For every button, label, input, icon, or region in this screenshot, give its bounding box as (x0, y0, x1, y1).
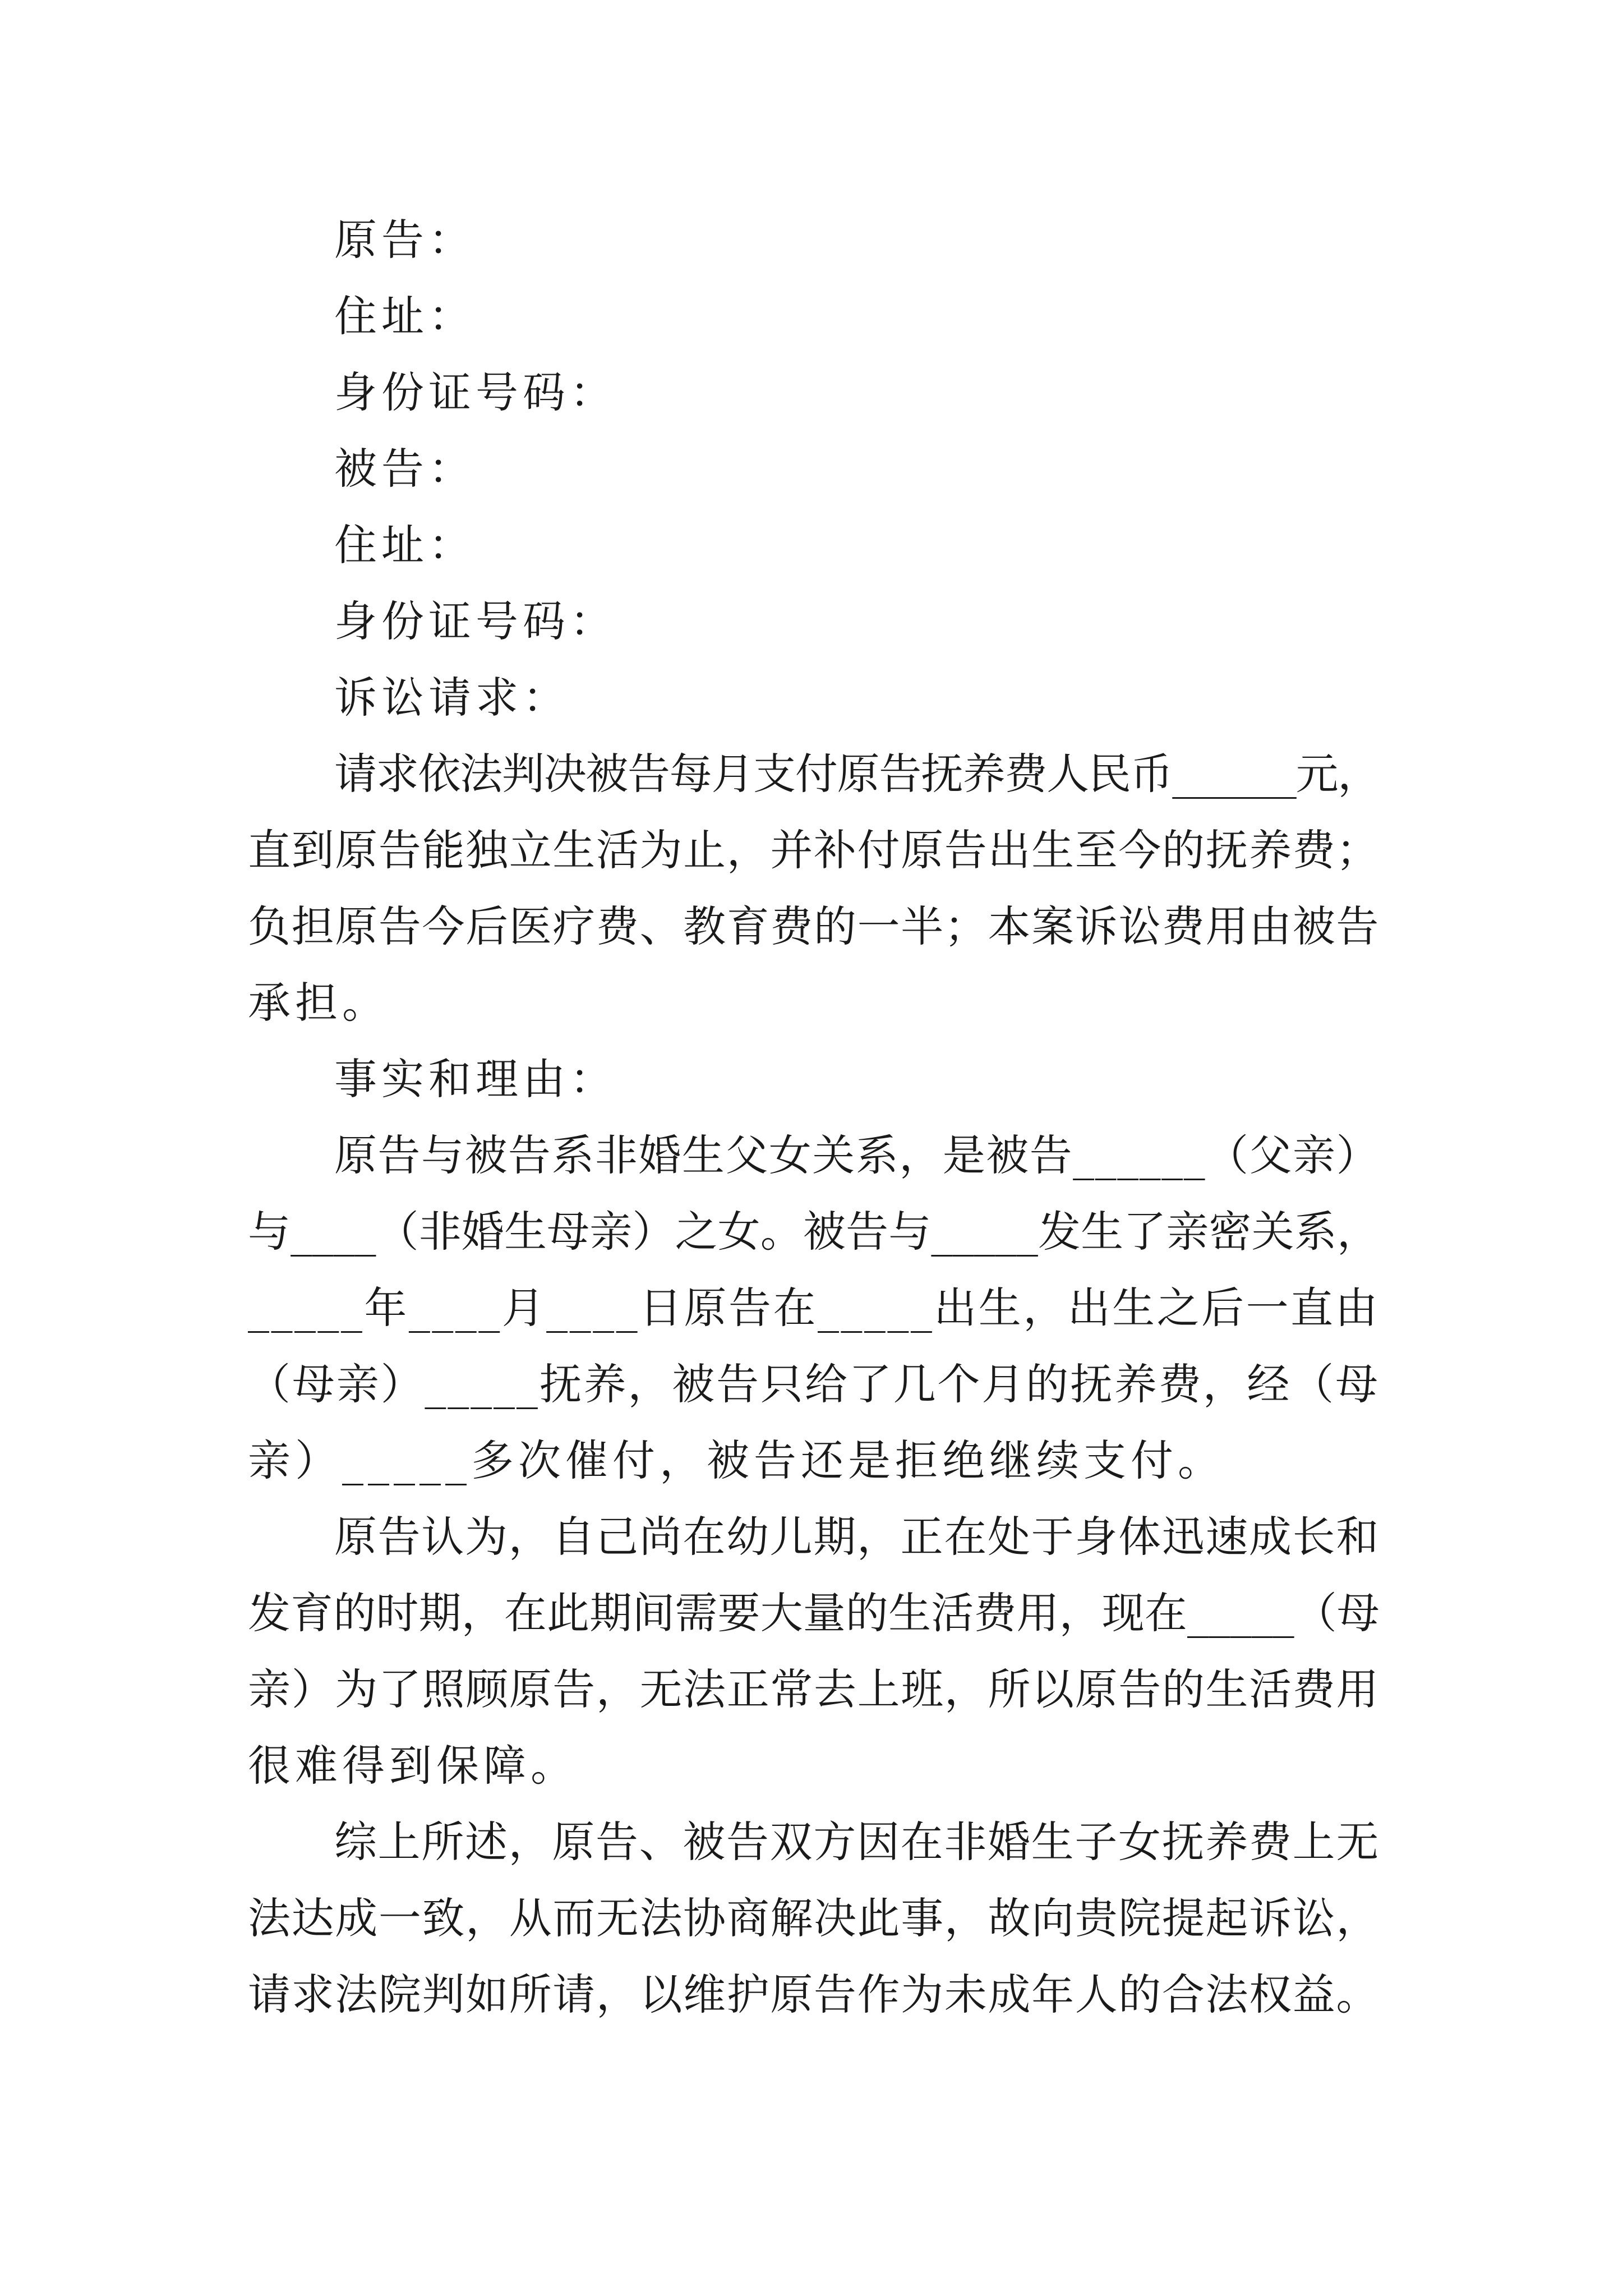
defendant-id-label: 身份证号码： (334, 596, 617, 646)
facts-paragraph1-line: 与____（非婚生母亲）之女。被告与_____发生了亲密关系， (248, 1207, 1380, 1257)
claims-line: 承担。 (248, 978, 389, 1028)
facts-paragraph3-line: 法达成一致，从而无法协商解决此事，故向贵院提起诉讼， (248, 1893, 1380, 1943)
facts-paragraph2-line: 原告认为，自己尚在幼儿期，正在处于身体迅速成长和 (334, 1512, 1380, 1562)
plaintiff-address-label: 住址： (334, 291, 476, 341)
facts-paragraph3-line: 综上所述，原告、被告双方因在非婚生子女抚养费上无 (334, 1817, 1380, 1867)
defendant-address-label: 住址： (334, 520, 476, 570)
plaintiff-id-label: 身份证号码： (334, 367, 617, 417)
facts-paragraph1-line: _____年____月____日原告在_____出生，出生之后一直由 (248, 1283, 1380, 1333)
facts-heading: 事实和理由： (334, 1054, 617, 1104)
facts-paragraph2-line: 很难得到保障。 (248, 1741, 578, 1791)
claims-line: 请求依法判决被告每月支付原告抚养费人民币______元， (334, 749, 1380, 799)
claims-heading: 诉讼请求： (334, 673, 570, 723)
defendant-label: 被告： (334, 444, 476, 494)
facts-paragraph1-line: 原告与被告系非婚生父女关系，是被告______（父亲） (334, 1130, 1380, 1180)
facts-paragraph2-line: 发育的时期，在此期间需要大量的生活费用，现在_____（母 (248, 1588, 1380, 1638)
facts-paragraph2-line: 亲）为了照顾原告，无法正常去上班，所以原告的生活费用 (248, 1664, 1380, 1714)
claims-line: 负担原告今后医疗费、教育费的一半；本案诉讼费用由被告 (248, 901, 1380, 951)
claims-line: 直到原告能独立生活为止，并补付原告出生至今的抚养费； (248, 825, 1380, 875)
facts-paragraph1-line: 亲）_____多次催付，被告还是拒绝继续支付。 (248, 1435, 1225, 1485)
plaintiff-label: 原告： (334, 215, 476, 265)
facts-paragraph1-line: （母亲）_____抚养，被告只给了几个月的抚养费，经（母 (248, 1359, 1380, 1409)
facts-paragraph3-line: 请求法院判如所请，以维护原告作为未成年人的合法权益。 (248, 1970, 1380, 2019)
